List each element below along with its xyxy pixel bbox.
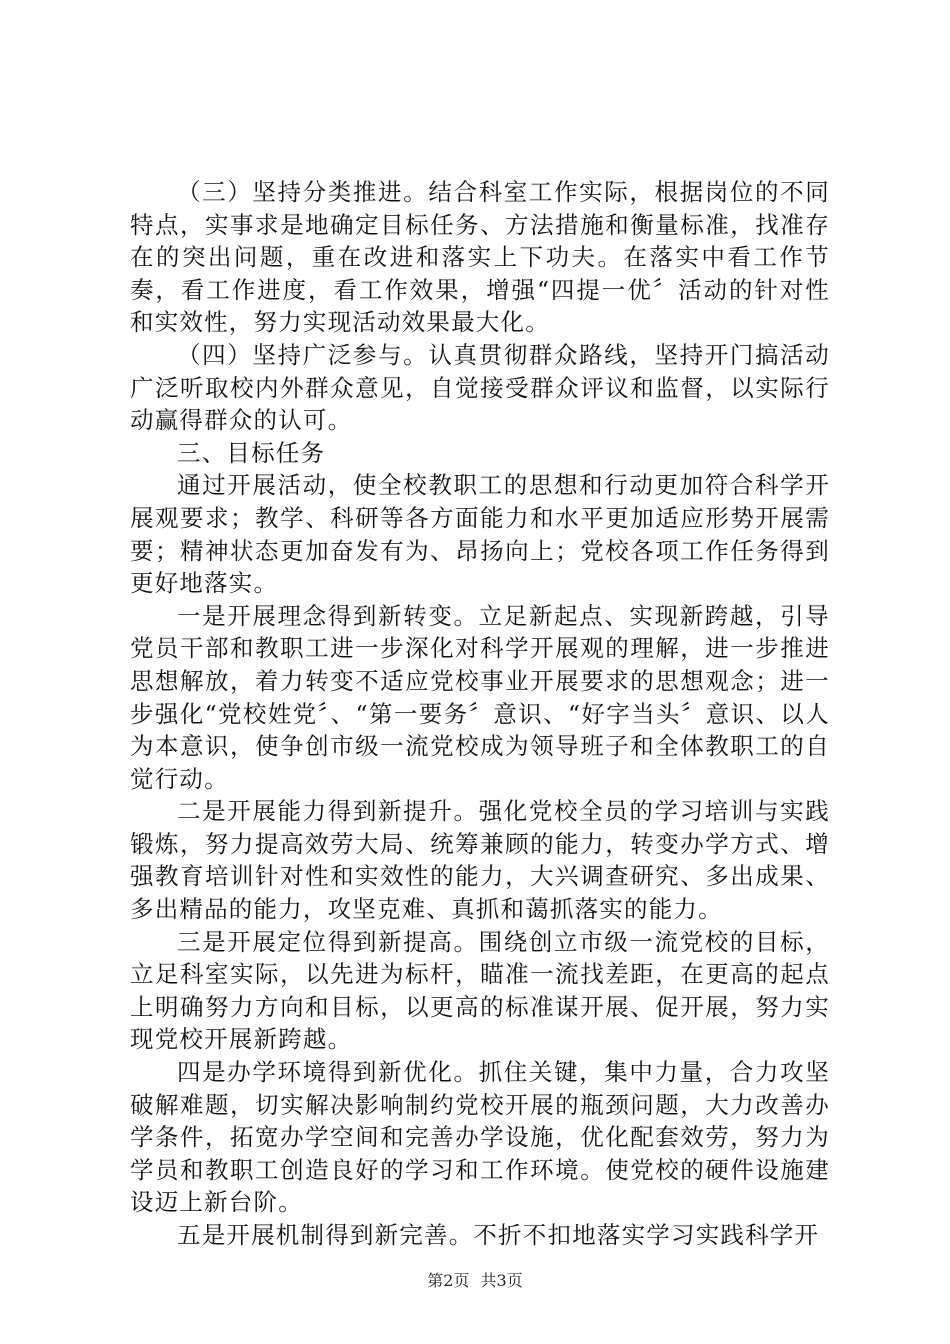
page-number: 第2页 xyxy=(427,1271,470,1290)
page-footer xyxy=(0,1271,950,1291)
paragraph-goal-1: 一是开展理念得到新转变。立足新起点、实现新跨越，引导党员干部和教职工进一步深化对科学开展观的理解，进一步推进思想解放，着力转变不适应党校事业开展要求的思想观念；进一步强化“党校姓党〞、“第一要务〞意识、“好字当头〞意识、以人为本意识，使争创市级一流党校成为领导班子和全体教职工的自觉行动。 xyxy=(130,601,830,793)
paragraph-goal-3: 三是开展定位得到新提高。围绕创立市级一流党校的目标，立足科室实际，以先进为标杆，瞄准一流找差距，在更高的起点上明确努力方向和目标，以更高的标准谋开展、促开展，努力实现党校开展新跨越。 xyxy=(130,927,830,1054)
paragraph-principle-4: （四）坚持广泛参与。认真贯彻群众路线，坚持开门搞活动广泛听取校内外群众意见，自觉接受群众评议和监督，以实际行动赢得群众的认可。 xyxy=(130,340,830,435)
page-total: 共3页 xyxy=(480,1271,523,1290)
document-body xyxy=(130,176,830,1252)
paragraph-goals-intro: 通过开展活动，使全校教职工的思想和行动更加符合科学开展观要求；教学、科研等各方面能力和水平更加适应形势开展需要；精神状态更加奋发有为、昂扬向上；党校各项工作任务得到更好地落实。 xyxy=(130,471,830,598)
section-heading-goals: 三、目标任务 xyxy=(177,438,326,467)
paragraph-goal-4: 四是办学环境得到新优化。抓住关键，集中力量，合力攻坚破解难题，切实解决影响制约党校开展的瓶颈问题，大力改善办学条件，拓宽办学空间和完善办学设施，优化配套效劳，努力为学员和教职工创造良好的学习和工作环境。使党校的硬件设施建设迈上新台阶。 xyxy=(130,1058,830,1217)
paragraph-goal-2: 二是开展能力得到新提升。强化党校全员的学习培训与实践锻炼，努力提高效劳大局、统筹兼顾的能力，转变办学方式、增强教育培训针对性和实效性的能力，大兴调查研究、多出成果、多出精品的能力，攻坚克难、真抓和蔼抓落实的能力。 xyxy=(130,797,830,924)
paragraph-principle-3: （三）坚持分类推进。结合科室工作实际，根据岗位的不同特点，实事求是地确定目标任务、方法措施和衡量标准，找准存在的突出问题，重在改进和落实上下功夫。在落实中看工作节奏，看工作进度，看工作效果，增强“四提一优〞活动的针对性和实效性，努力实现活动效果最大化。 xyxy=(130,178,830,337)
paragraph-goal-5: 五是开展机制得到新完善。不折不扣地落实学习实践科学开 xyxy=(177,1221,820,1249)
